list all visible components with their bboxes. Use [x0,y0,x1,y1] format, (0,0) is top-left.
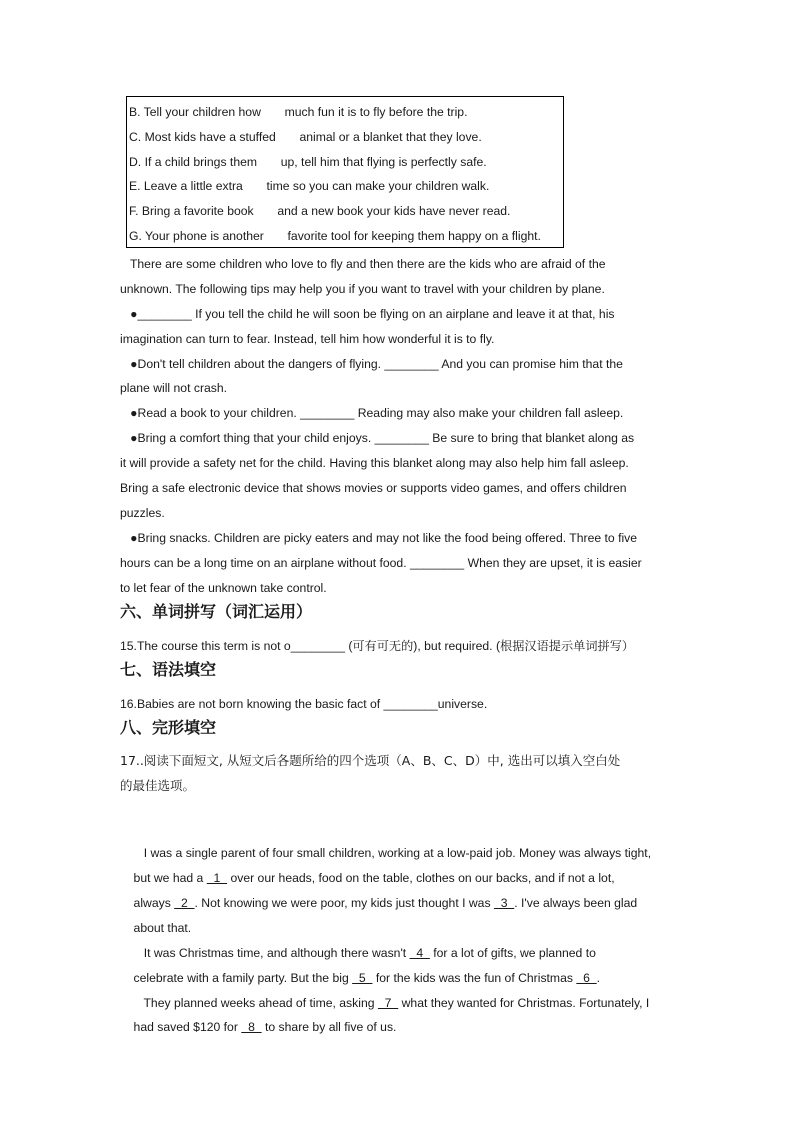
section6-heading: 六、单词拼写（词汇运用） [120,602,313,621]
text-run: over our heads, food on the table, clothes on our backs, and if not a lot, [227,871,615,885]
blank-5: 5 [352,971,373,985]
blank-6: 6 [576,971,597,985]
option-b: B. Tell your children how much fun it is to fly before the trip. [129,105,468,119]
text-run: . I've always been glad [514,896,638,910]
text-run: They planned weeks ahead of time, asking [133,996,378,1010]
text-run: had saved $120 for [133,1020,242,1034]
text-run: . Not knowing we were poor, my kids just thought I was [194,896,494,910]
text-run: . [596,971,601,985]
option-c: C. Most kids have a stuffed animal or a blanket that they love. [129,130,482,144]
option-e: E. Leave a little extra time so you can make your children walk. [129,179,490,193]
passage1-line: ●Read a book to your children. ________ Reading may also make your children fall asleep. [120,406,624,420]
passage1-line: it will provide a safety net for the child. Having this blanket along may also help him fall asleep. [120,456,629,470]
blank-8: 8 [241,1020,262,1034]
passage1-line: unknown. The following tips may help you if you want to travel with your children by plane. [120,282,605,296]
passage1-line: ●Bring snacks. Children are picky eaters and may not like the food being offered. Three to five [120,531,638,545]
passage1-line: hours can be a long time on an airplane without food. ________ When they are upset, it is easier [120,556,642,570]
text-run: It was Christmas time, and although there wasn't [133,946,410,960]
section8-heading: 八、完形填空 [120,718,217,737]
option-g: G. Your phone is another favorite tool for keeping them happy on a flight. [129,229,541,243]
text-run: about that. [133,921,192,935]
text-run: but we had a [133,871,207,885]
option-d: D. If a child brings them up, tell him that flying is perfectly safe. [129,155,487,169]
blank-1: 1 [206,871,228,885]
text-run: what they wanted for Christmas. Fortunately, I [398,996,650,1010]
text-run: to share by all five of us. [261,1020,397,1034]
passage2-line [120,879,637,927]
text-run: always [133,896,175,910]
question-15: 15.The course this term is not o________ (可有可无的), but required. (根据汉语提示单词拼写） [120,639,635,653]
text-run: for a lot of gifts, we planned to [429,946,596,960]
option-f: F. Bring a favorite book and a new book your kids have never read. [129,204,511,218]
passage1-line: ●Don't tell children about the dangers of flying. ________ And you can promise him that the [120,357,623,371]
text-run: for the kids was the fun of Christmas [372,971,577,985]
blank-4: 4 [409,946,430,960]
blank-2: 2 [174,896,195,910]
question-17-instruction: 17..阅读下面短文, 从短文后各题所给的四个选项（A、B、C、D）中, 选出可以填入空白处 [120,753,621,768]
question-16: 16.Babies are not born knowing the basic fact of ________universe. [120,697,488,711]
blank-3: 3 [493,896,515,910]
text-run: I was a single parent of four small children, working at a low-paid job. Money was always tight, [133,846,652,860]
passage1-line: ●________ If you tell the child he will soon be flying on an airplane and leave it at that, his [120,307,615,321]
section7-heading: 七、语法填空 [120,660,217,679]
passage1-line: puzzles. [120,506,165,520]
passage1-line: imagination can turn to fear. Instead, tell him how wonderful it is to fly. [120,332,495,346]
question-17-instruction: 的最佳选项。 [120,778,196,793]
passage1-line: to let fear of the unknown take control. [120,581,327,595]
options-box [126,96,564,248]
text-run: celebrate with a family party. But the big [133,971,353,985]
blank-7: 7 [377,996,399,1010]
passage1-line: plane will not crash. [120,381,228,395]
passage1-line: Bring a safe electronic device that shows movies or supports video games, and offers children [120,481,627,495]
passage2-line [120,1003,396,1051]
passage1-line: There are some children who love to fly and then there are the kids who are afraid of the [120,257,606,271]
passage1-line: ●Bring a comfort thing that your child enjoys. ________ Be sure to bring that blanket along as [120,431,635,445]
